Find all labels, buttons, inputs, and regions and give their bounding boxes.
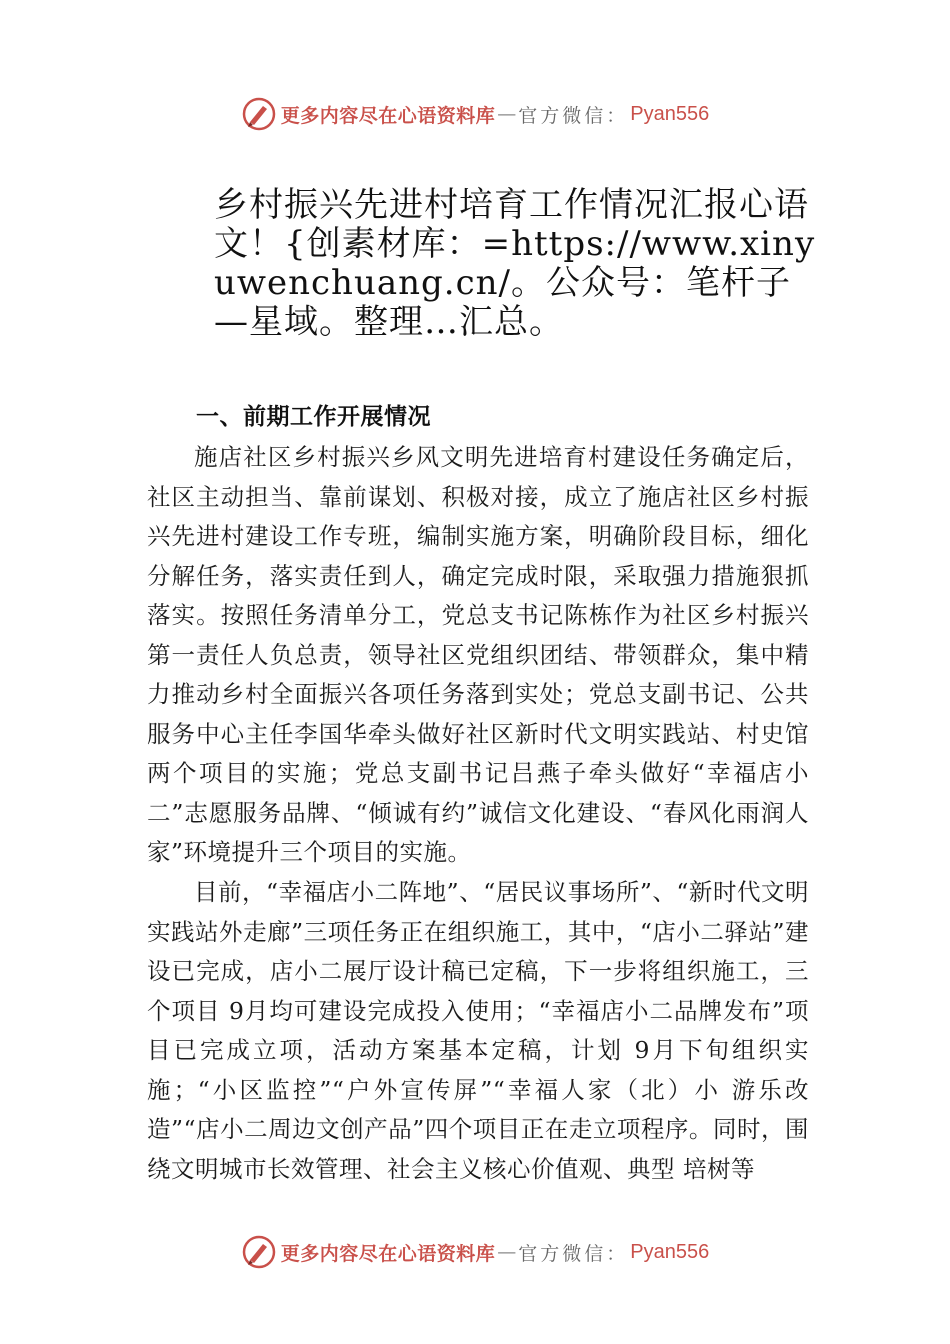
document-title: 乡村振兴先进村培育工作情况汇报心语文！{创素材库：=https://www.xinyuwenchuang.cn/。公众号：笔杆子—星域。整理…汇总。 — [214, 185, 816, 342]
banner-dash: — — [497, 1241, 517, 1263]
banner-wechat-label: 官方微信： — [518, 1242, 629, 1265]
pen-logo-icon — [241, 96, 277, 132]
body-paragraph-2: 目前，“幸福店小二阵地”、“居民议事场所”、“新时代文明实践站外走廊”三项任务正在组织施工，其中，“店小二驿站”建设已完成，店小二展厅设计稿已定稿，下一步将组织施工，三个项目 9月均可建设完成投入使用；“幸福店小二品牌发布”项目已完成立项，活动方案基本定稿，计划 9月下旬组织实施；“小区监控”“户外宣传屏”“幸福人家（北）小 游乐改造”“店小二周边文创产品”四个项目正在走立项程序。同时，围绕文明城市长效管理、社会主义核心价值观、典型 培树等 — [147, 878, 809, 1183]
banner-wechat-id: Pyan556 — [630, 102, 710, 125]
footer-banner — [0, 1232, 950, 1272]
banner-dash: — — [497, 103, 517, 125]
banner-brand-text: 更多内容尽在心语资料库 — [280, 1242, 496, 1265]
banner-wechat-label: 官方微信： — [518, 104, 629, 127]
banner-wechat-id: Pyan556 — [630, 1240, 710, 1263]
header-banner — [0, 94, 950, 134]
banner-brand-text: 更多内容尽在心语资料库 — [280, 104, 496, 127]
body-paragraph-1: 施店社区乡村振兴乡风文明先进培育村建设任务确定后，社区主动担当、靠前谋划、积极对接，成立了施店社区乡村振兴先进村建设工作专班，编制实施方案，明确阶段目标，细化分解任务，落实责任到人，确定完成时限，采取强力措施狠抓落实。按照任务清单分工，党总支书记陈栋作为社区乡村振兴第一责任人负总责，领导社区党组织团结、带领群众，集中精力推动乡村全面振兴各项任务落到实处；党总支副书记、公共服务中心主任李国华牵头做好社区新时代文明实践站、村史馆两个项目的实施；党总支副书记吕燕子牵头做好“幸福店小二”志愿服务品牌、“倾诚有约”诚信文化建设、“春风化雨润人家”环境提升三个项目的实施。 — [147, 443, 809, 866]
section-heading: 一、前期工作开展情况 — [196, 404, 431, 430]
pen-logo-icon — [241, 1234, 277, 1270]
